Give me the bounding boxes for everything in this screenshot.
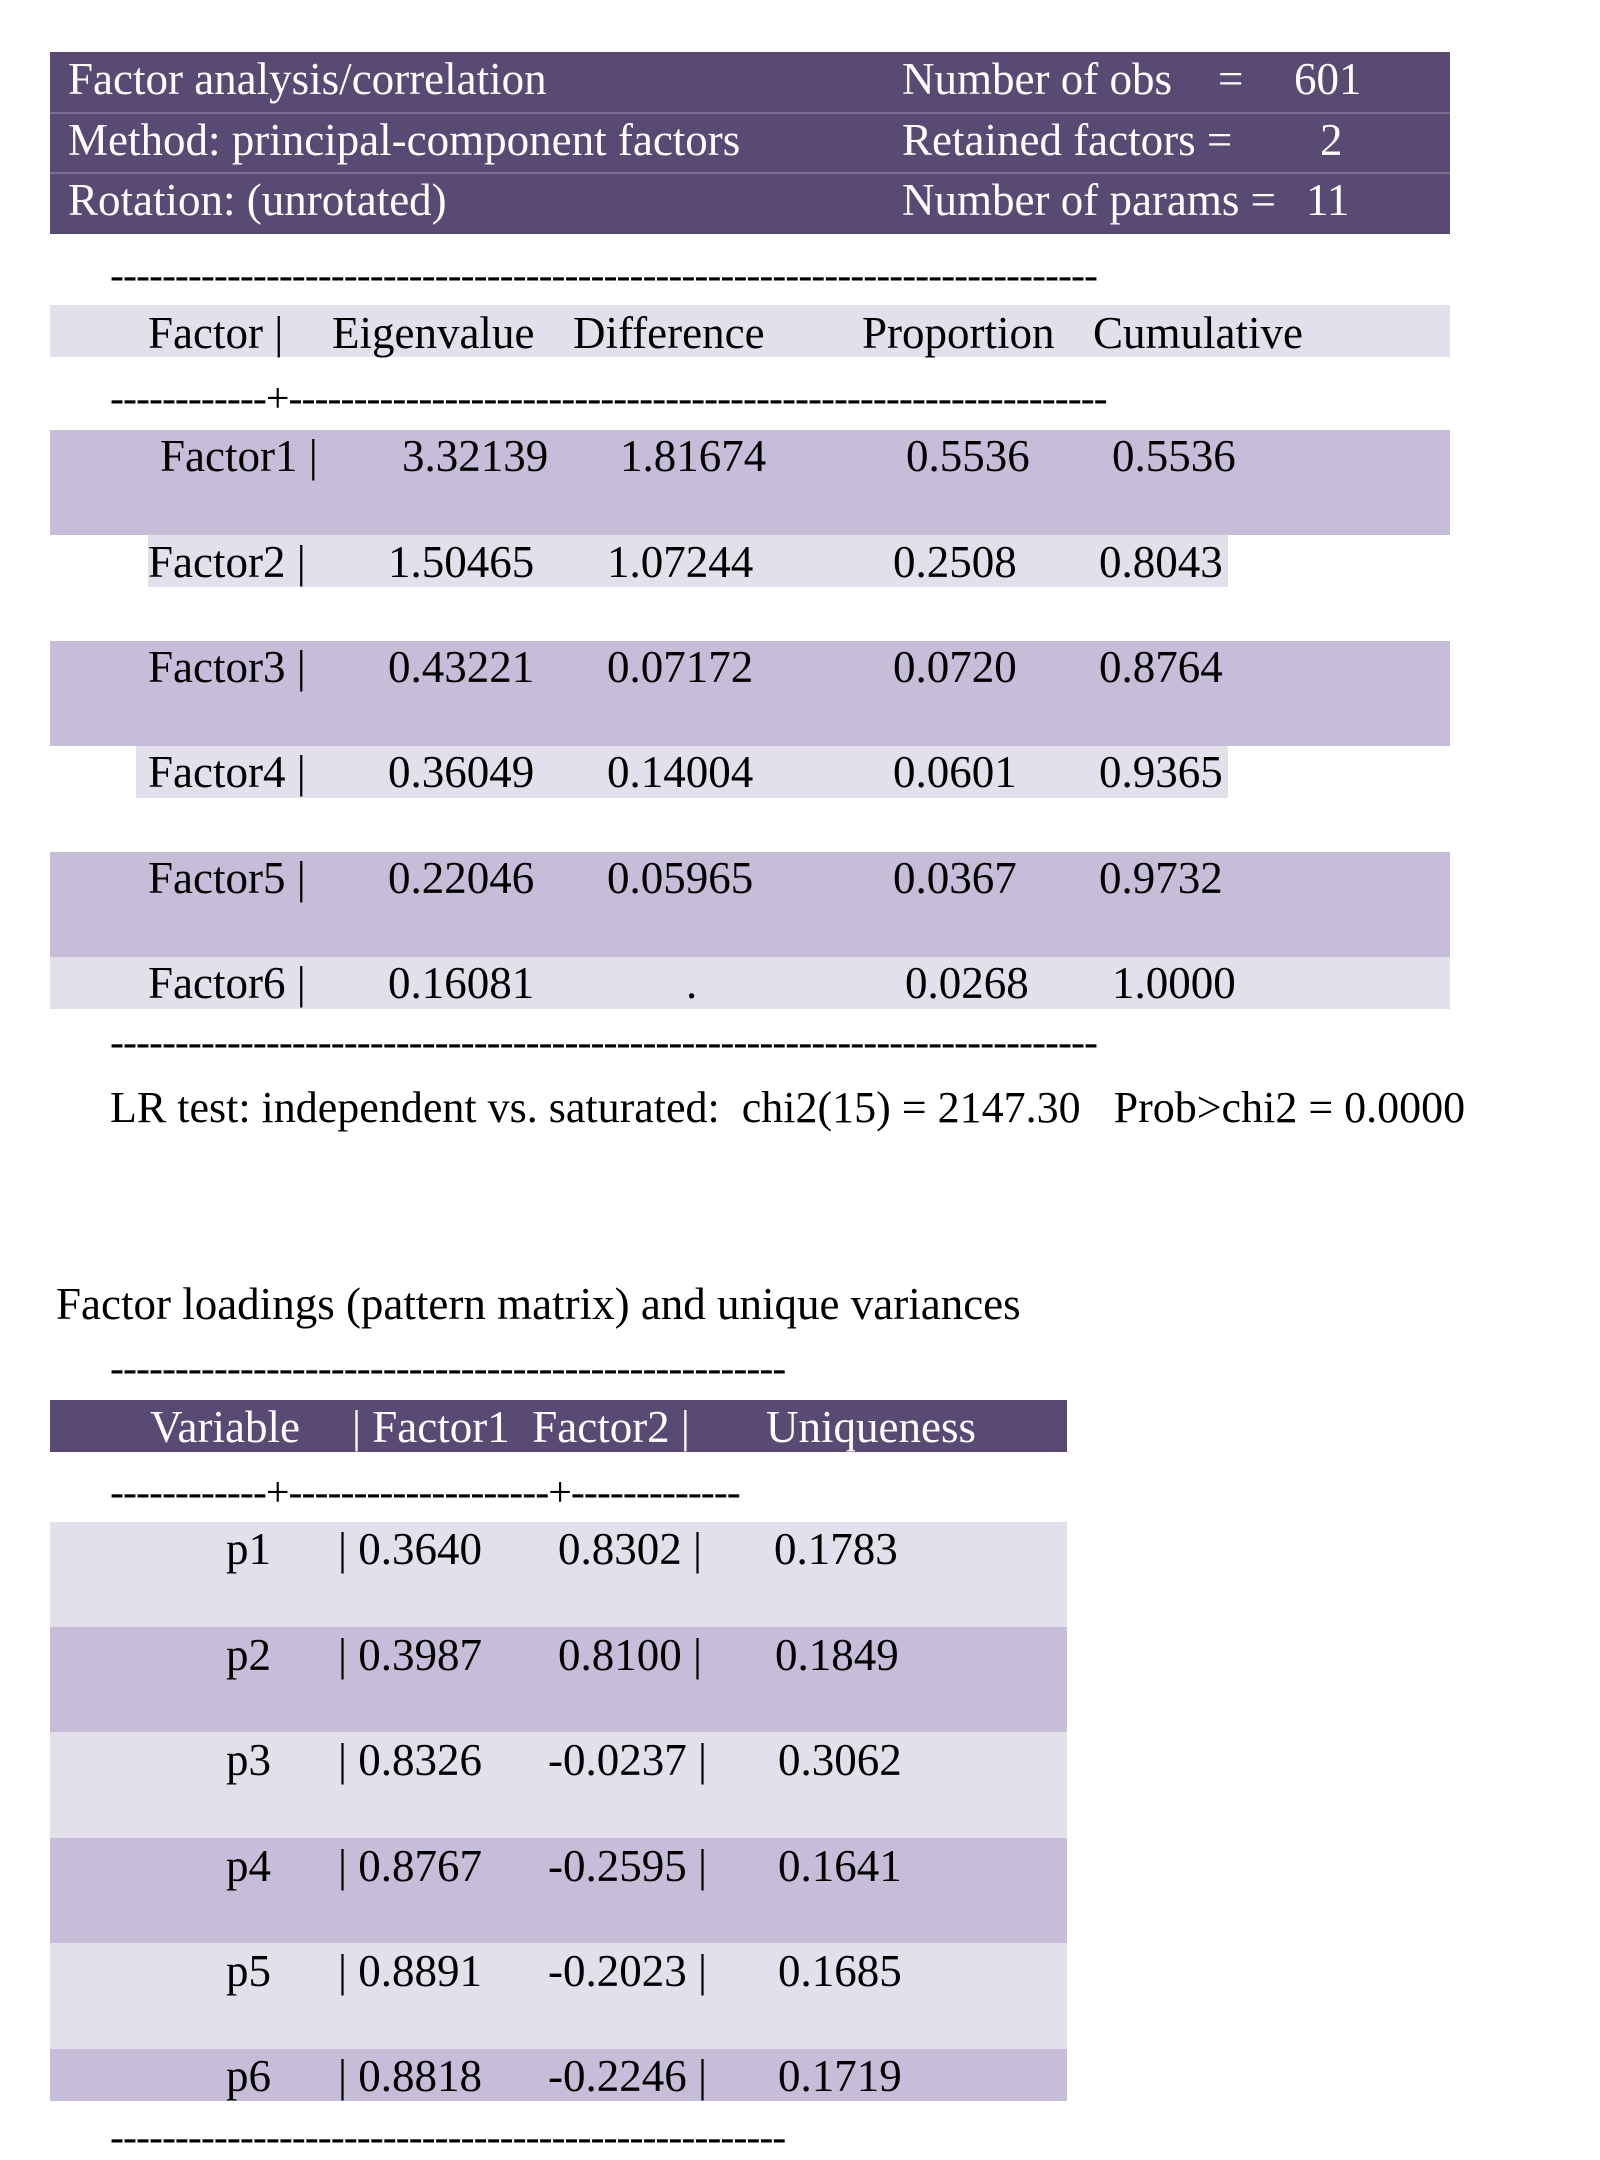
loadings-rule-top: ---------------------------------------------------- [110, 1348, 786, 1390]
obs-equals: = [1218, 54, 1244, 104]
factor2-loading: -0.2595 | [548, 1841, 707, 1891]
col-header-proportion: Proportion [862, 308, 1055, 358]
cumulative-cell: 0.9732 [1099, 853, 1223, 903]
obs-value: 601 [1294, 54, 1362, 104]
factor2-loading: -0.2246 | [548, 2051, 707, 2101]
difference-cell: 1.81674 [620, 431, 767, 481]
cumulative-cell: 0.8043 [1099, 537, 1223, 587]
obs-label: Number of obs [902, 54, 1172, 104]
difference-cell: 0.14004 [607, 747, 754, 797]
col-header-factors: | Factor1 Factor2 | [352, 1402, 690, 1452]
table-separator: ------------+--------------------------------------------------------------- [110, 378, 1107, 420]
col-header-factor: Factor | [148, 308, 284, 358]
eigenvalue-cell: 0.43221 [388, 642, 535, 692]
col-header-cumulative: Cumulative [1093, 308, 1303, 358]
table-rule-bottom: ---------------------------------------------------------------------------- [110, 1022, 1097, 1064]
cumulative-cell: 0.9365 [1099, 747, 1223, 797]
variable-label: p2 [226, 1630, 271, 1680]
uniqueness-cell: 0.1685 [778, 1946, 902, 1996]
eigenvalue-cell: 1.50465 [388, 537, 535, 587]
proportion-cell: 0.0367 [893, 853, 1017, 903]
eigenvalue-cell: 3.32139 [402, 431, 549, 481]
factor1-loading: | 0.8891 [338, 1946, 483, 1996]
variable-label: p1 [226, 1524, 271, 1574]
loadings-separator: ------------+--------------------+------------- [110, 1472, 740, 1514]
factor2-loading: 0.8100 | [558, 1630, 703, 1680]
factor-label: Factor5 | [148, 853, 306, 903]
variable-label: p4 [226, 1841, 271, 1891]
factor1-loading: | 0.8767 [338, 1841, 483, 1891]
factor2-loading: -0.0237 | [548, 1735, 707, 1785]
rotation-label: Rotation: (unrotated) [68, 175, 447, 225]
cumulative-cell: 0.8764 [1099, 642, 1223, 692]
summary-divider [50, 112, 1450, 114]
difference-cell: 0.05965 [607, 853, 754, 903]
proportion-cell: 0.0268 [905, 958, 1029, 1008]
proportion-cell: 0.5536 [906, 431, 1030, 481]
factor-label: Factor6 | [148, 958, 306, 1008]
factor-label: Factor3 | [148, 642, 306, 692]
factor1-loading: | 0.3987 [338, 1630, 483, 1680]
cumulative-cell: 0.5536 [1112, 431, 1236, 481]
table-rule-top: ---------------------------------------------------------------------------- [110, 255, 1097, 297]
retained-value: 2 [1320, 115, 1343, 165]
col-header-uniqueness: Uniqueness [766, 1402, 976, 1452]
factor1-loading: | 0.8326 [338, 1735, 483, 1785]
factor-label: Factor2 | [148, 537, 306, 587]
params-label: Number of params = [902, 175, 1277, 225]
col-header-variable: Variable [150, 1402, 300, 1452]
eigenvalue-cell: 0.36049 [388, 747, 535, 797]
proportion-cell: 0.0601 [893, 747, 1017, 797]
variable-label: p6 [226, 2051, 271, 2101]
uniqueness-cell: 0.1641 [778, 1841, 902, 1891]
difference-cell: . [686, 958, 698, 1008]
proportion-cell: 0.0720 [893, 642, 1017, 692]
difference-cell: 1.07244 [607, 537, 754, 587]
summary-divider [50, 172, 1450, 174]
factor-label: Factor1 | [160, 431, 318, 481]
factor1-loading: | 0.3640 [338, 1524, 483, 1574]
factor2-loading: -0.2023 | [548, 1946, 707, 1996]
uniqueness-cell: 0.3062 [778, 1735, 902, 1785]
uniqueness-cell: 0.1783 [774, 1524, 898, 1574]
loadings-rule-bottom: ---------------------------------------------------- [110, 2117, 786, 2159]
analysis-title: Factor analysis/correlation [68, 54, 547, 104]
factor1-loading: | 0.8818 [338, 2051, 483, 2101]
eigenvalue-cell: 0.22046 [388, 853, 535, 903]
eigenvalue-cell: 0.16081 [388, 958, 535, 1008]
method-label: Method: principal-component factors [68, 115, 741, 165]
proportion-cell: 0.2508 [893, 537, 1017, 587]
difference-cell: 0.07172 [607, 642, 754, 692]
variable-label: p5 [226, 1946, 271, 1996]
loadings-title: Factor loadings (pattern matrix) and unique variances [56, 1279, 1021, 1329]
variable-label: p3 [226, 1735, 271, 1785]
cumulative-cell: 1.0000 [1112, 958, 1236, 1008]
factor2-loading: 0.8302 | [558, 1524, 703, 1574]
lr-test-line: LR test: independent vs. saturated: chi2(15) = 2147.30 Prob>chi2 = 0.0000 [110, 1083, 1466, 1132]
params-value: 11 [1306, 175, 1350, 225]
factor-label: Factor4 | [148, 747, 306, 797]
uniqueness-cell: 0.1719 [778, 2051, 902, 2101]
uniqueness-cell: 0.1849 [775, 1630, 899, 1680]
col-header-difference: Difference [573, 308, 765, 358]
col-header-eigenvalue: Eigenvalue [332, 308, 535, 358]
retained-label: Retained factors = [902, 115, 1233, 165]
